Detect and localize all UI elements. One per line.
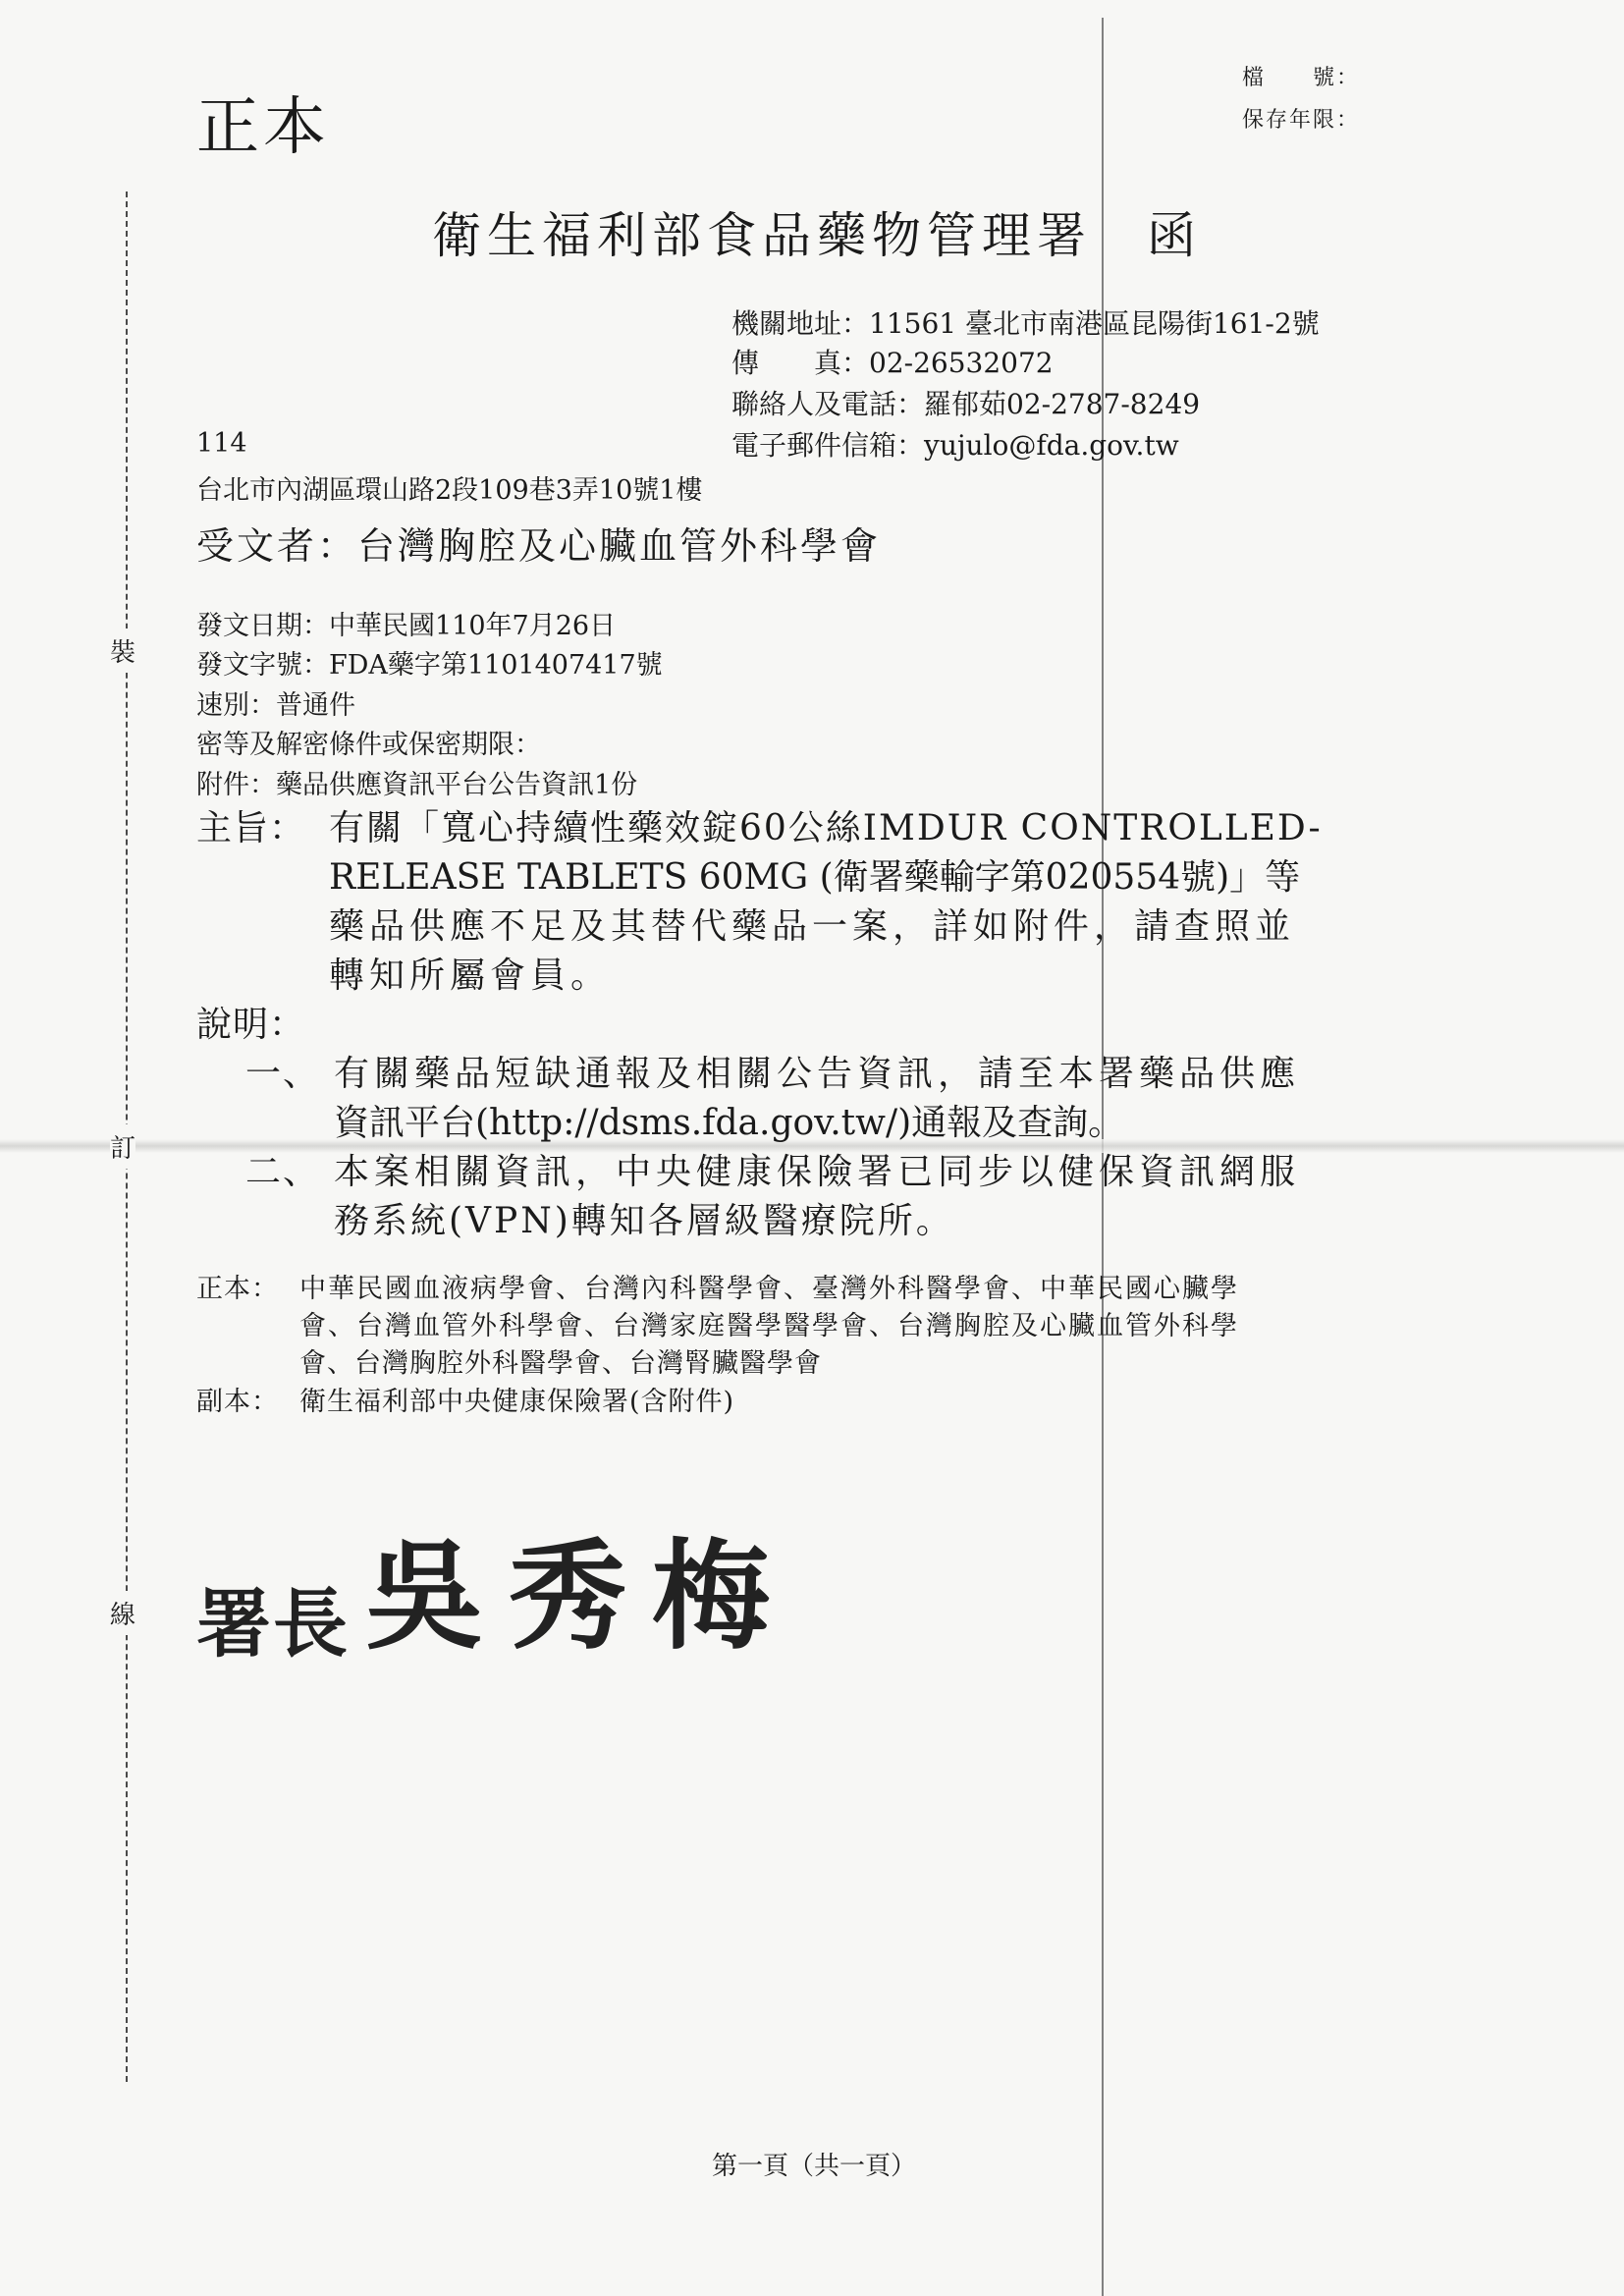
- subject-line: RELEASE TABLETS 60MG (衛署藥輸字第020554號)」等: [329, 857, 1301, 898]
- main-recipients-label: 正本：: [196, 1274, 279, 1304]
- signature-title: 署長: [196, 1580, 350, 1667]
- explanation-item-number: 一、: [245, 1054, 321, 1094]
- subject-line: 轉知所屬會員。: [329, 956, 612, 996]
- main-recipients-line: 中華民國血液病學會、台灣內科醫學會、臺灣外科醫學會、中華民國心臟學: [299, 1274, 1239, 1304]
- original-copy-mark: 正本: [196, 91, 330, 164]
- subject-line: 藥品供應不足及其替代藥品一案，詳如附件，請查照並: [329, 906, 1296, 947]
- document-title: 衛生福利部食品藥物管理署 函: [432, 207, 1202, 264]
- contact-person: 聯絡人及電話：羅郁茹02-2787-8249: [731, 388, 1201, 420]
- agency-fax: 傳 真：02-26532072: [731, 347, 1054, 379]
- explanation-line: 資訊平台(http://dsms.fda.gov.tw/)通報及查詢。: [334, 1103, 1124, 1143]
- explanation-item-number: 二、: [245, 1152, 321, 1192]
- signature-block: [196, 1503, 795, 1671]
- archive-file-number: 檔 號：: [1242, 66, 1361, 90]
- attachment: 附件：藥品供應資訊平台公告資訊1份: [196, 770, 638, 800]
- delivery-speed: 速別：普通件: [196, 690, 355, 721]
- issue-number: 發文字號：FDA藥字第1101407417號: [196, 650, 663, 681]
- main-recipients-line: 會、台灣胸腔外科醫學會、台灣腎臟醫學會: [299, 1348, 822, 1379]
- explanation-line: 有關藥品短缺通報及相關公告資訊，請至本署藥品供應: [334, 1054, 1301, 1094]
- page-number: 第一頁（共一頁）: [712, 2152, 917, 2181]
- binding-mark-ding: 訂: [110, 1124, 135, 1169]
- binding-mark-xian: 線: [110, 1591, 135, 1635]
- explanation-line: 本案相關資訊，中央健康保險署已同步以健保資訊網服: [334, 1152, 1301, 1192]
- archive-retention: 保存年限：: [1242, 108, 1361, 133]
- recipient-street: 台北市內湖區環山路2段109巷3弄10號1樓: [196, 475, 703, 506]
- explanation-line: 務系統(VPN)轉知各層級醫療院所。: [334, 1201, 954, 1241]
- explanation-label: 說明：: [196, 1005, 306, 1045]
- contact-email: 電子郵件信箱：yujulo@fda.gov.tw: [731, 429, 1179, 462]
- binding-mark-zhuang: 裝: [110, 629, 135, 673]
- recipient: 受文者：台灣胸腔及心臟血管外科學會: [196, 524, 882, 568]
- issue-date: 發文日期：中華民國110年7月26日: [196, 611, 617, 641]
- main-recipients-line: 會、台灣血管外科學會、台灣家庭醫學醫學會、台灣胸腔及心臟血管外科學: [299, 1311, 1239, 1341]
- agency-address: 機關地址：11561 臺北市南港區昆陽街161-2號: [731, 307, 1320, 340]
- copy-recipients: 衛生福利部中央健康保險署(含附件): [299, 1387, 735, 1417]
- subject-label: 主旨：: [196, 808, 306, 848]
- recipient-zip: 114: [196, 428, 247, 459]
- copy-recipients-label: 副本：: [196, 1387, 279, 1417]
- subject-line: 有關「寬心持續性藥效錠60公絲IMDUR CONTROLLED-: [329, 808, 1323, 848]
- secrecy-level: 密等及解密條件或保密期限：: [196, 730, 541, 760]
- signature-name: 吳秀梅: [365, 1527, 795, 1666]
